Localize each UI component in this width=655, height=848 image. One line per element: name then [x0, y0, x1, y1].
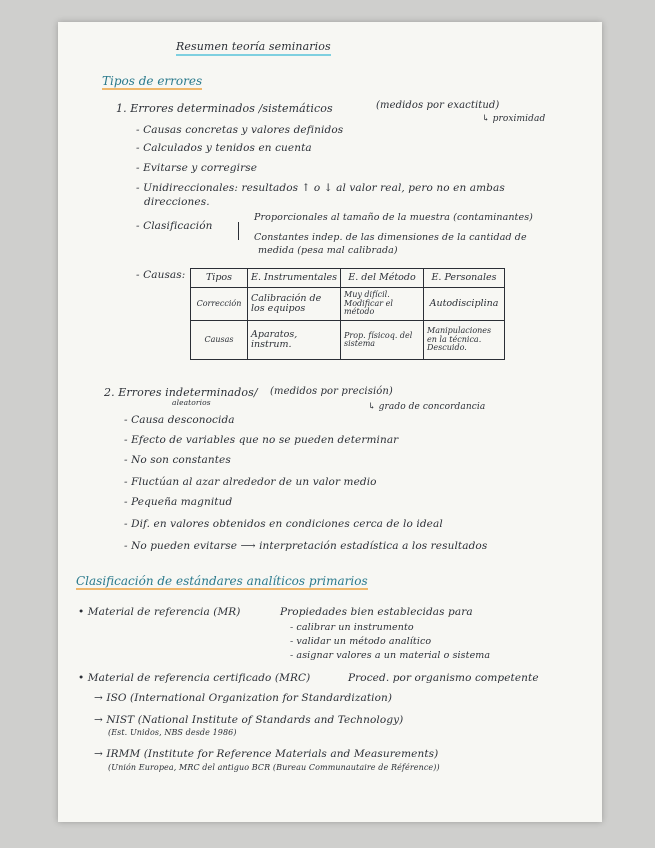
table-header-cell: E. del Método [341, 269, 424, 288]
mr-use-calibrar: - calibrar un instrumento [290, 622, 414, 633]
note-aleatorios: aleatorios [172, 398, 211, 407]
clasificacion-constantes: Constantes indep. de las dimensiones de la cantidad de [254, 232, 527, 243]
bullet-no-pueden-evitarse: - No pueden evitarse ⟶ interpretación estadística a los resultados [124, 540, 488, 552]
bullet-pequena-magnitud: - Pequeña magnitud [124, 496, 233, 508]
note-proximidad: ↳ proximidad [482, 114, 546, 124]
bullet-fluctuan: - Fluctúan al azar alrededor de un valor medio [124, 476, 377, 488]
table-header-row [191, 269, 505, 288]
section-heading-tipos-de-errores: Tipos de errores [102, 74, 203, 88]
causas-label: - Causas: [136, 269, 186, 281]
mr-use-validar: - validar un método analítico [290, 636, 432, 647]
bullet-unidireccionales: - Unidireccionales: resultados ↑ o ↓ al valor real, pero no en ambas [136, 182, 505, 194]
bullet-causas-concretas: - Causas concretas y valores definidos [136, 124, 344, 136]
table-cell: Corrección [191, 288, 248, 321]
table-cell: Calibración de los equipos [248, 288, 341, 321]
clasificacion-pesa: medida (pesa mal calibrada) [258, 245, 398, 256]
clasificacion-proporcionales: Proporcionales al tamaño de la muestra (contaminantes) [254, 212, 533, 223]
mrc-label: • Material de referencia certificado (MRC) [78, 672, 311, 684]
mr-label: • Material de referencia (MR) [78, 606, 241, 618]
bullet-efecto-variables: - Efecto de variables que no se pueden determinar [124, 434, 399, 446]
bullet-causa-desconocida: - Causa desconocida [124, 414, 235, 426]
mr-description: Propiedades bien establecidas para [280, 606, 473, 618]
table-cell: Autodisciplina [424, 288, 505, 321]
bullet-dif-valores: - Dif. en valores obtenidos en condiciones cerca de lo ideal [124, 518, 443, 530]
org-iso: → ISO (International Organization for Standardization) [94, 692, 393, 704]
bullet-direcciones: direcciones. [144, 196, 210, 208]
table-cell: Manipulaciones en la técnica. Descuido. [424, 321, 505, 360]
bullet-calculados: - Calculados y tenidos en cuenta [136, 142, 312, 154]
org-irmm-note: (Unión Europea, MRC del antiguo BCR (Bureau Communautaire de Référence)) [108, 763, 440, 772]
table-header-cell: Tipos [191, 269, 248, 288]
errors-table [190, 268, 505, 360]
org-nist: → NIST (National Institute of Standards and Technology) [94, 714, 404, 726]
section-heading-clasificacion-estandares: Clasificación de estándares analíticos primarios [76, 574, 368, 588]
notebook-page [58, 22, 602, 822]
table-header-cell: E. Instrumentales [248, 269, 341, 288]
note-precision: (medidos por precisión) [270, 386, 393, 397]
table-cell: Aparatos, instrum. [248, 321, 341, 360]
mrc-description: Proced. por organismo competente [348, 672, 539, 684]
bullet-evitarse: - Evitarse y corregirse [136, 162, 258, 174]
table-header-cell: E. Personales [424, 269, 505, 288]
note-concordancia: ↳ grado de concordancia [368, 402, 486, 412]
mr-use-asignar: - asignar valores a un material o sistema [290, 650, 491, 661]
table-row [191, 321, 505, 360]
bullet-no-constantes: - No son constantes [124, 454, 231, 466]
bracket-icon [238, 222, 251, 240]
table-cell: Causas [191, 321, 248, 360]
clasificacion-label: - Clasificación [136, 220, 213, 232]
table-cell: Prop. físicoq. del sistema [341, 321, 424, 360]
org-irmm: → IRMM (Institute for Reference Materials and Measurements) [94, 748, 439, 760]
item-errores-determinados: 1. Errores determinados /sistemáticos [116, 102, 333, 115]
table-cell: Muy difícil. Modificar el método [341, 288, 424, 321]
page-title: Resumen teoría seminarios [176, 40, 331, 56]
item-errores-indeterminados: 2. Errores indeterminados/ [104, 386, 258, 399]
org-nist-note: (Est. Unidos, NBS desde 1986) [108, 728, 237, 737]
note-exactitud: (medidos por exactitud) [376, 100, 500, 111]
table-row [191, 288, 505, 321]
